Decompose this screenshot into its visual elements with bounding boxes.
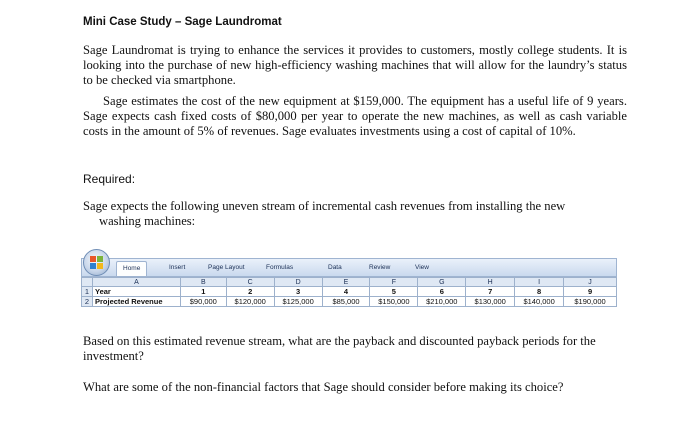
year-cell[interactable]: 4 [322,287,370,297]
year-cell[interactable]: 2 [226,287,274,297]
year-cell[interactable]: 9 [564,287,617,297]
column-header[interactable]: F [370,278,418,287]
year-cell[interactable]: 6 [418,287,466,297]
year-cell[interactable]: 3 [274,287,322,297]
excel-snippet [81,249,617,315]
column-header[interactable]: C [226,278,274,287]
column-header[interactable]: I [515,278,564,287]
column-header[interactable]: D [274,278,322,287]
year-label-cell[interactable]: Year [92,287,180,297]
question-non-financial: What are some of the non-financial factors that Sage should consider before making its choice? [83,380,564,394]
tab-insert[interactable]: Insert [169,264,186,271]
row-number[interactable]: 2 [82,297,93,307]
revenue-cell[interactable]: $120,000 [226,297,274,307]
column-header[interactable]: B [180,278,226,287]
row-number[interactable]: 1 [82,287,93,297]
year-cell[interactable]: 5 [370,287,418,297]
question-payback: Based on this estimated revenue stream, what are the payback and discounted payback periods for the investment? [83,334,596,364]
revenue-stream-line-2: washing machines: [99,214,196,229]
revenue-stream-line-1: Sage expects the following uneven stream of incremental cash revenues from installing the new [83,199,566,213]
column-header[interactable]: G [418,278,466,287]
revenue-cell[interactable]: $150,000 [370,297,418,307]
select-all-corner[interactable] [82,278,93,287]
column-header[interactable]: A [92,278,180,287]
revenue-cell[interactable]: $210,000 [418,297,466,307]
cost-paragraph-text: Sage estimates the cost of the new equipment at $159,000. The equipment has a useful life of 9 years. Sage expects cash fixed costs of $80,000 per year to operate the new machines, as well as cash variable costs in the amount of 5% of revenues. Sage evaluates investments using a cost of capital of 10%. [83,94,627,139]
revenue-cell[interactable]: $130,000 [466,297,515,307]
intro-paragraph: Sage Laundromat is trying to enhance the services it provides to customers, mostly college students. It is looking into the purchase of new high-efficiency washing machines that will allow for the laundry’s status to be checked via smartphone. [83,43,627,88]
tab-formulas[interactable]: Formulas [266,264,294,271]
revenue-stream-intro [83,199,627,229]
revenue-cell[interactable]: $90,000 [180,297,226,307]
year-cell[interactable]: 1 [180,287,226,297]
tab-view[interactable]: View [415,264,429,271]
tab-page-layout[interactable]: Page Layout [208,264,245,271]
year-cell[interactable]: 8 [515,287,564,297]
column-header[interactable]: H [466,278,515,287]
column-header[interactable]: J [564,278,617,287]
revenue-cell[interactable]: $140,000 [515,297,564,307]
cost-paragraph [83,94,627,140]
revenue-label-cell[interactable]: Projected Revenue [92,297,180,307]
office-logo-icon [90,256,104,270]
tab-review[interactable]: Review [369,264,391,271]
tab-data[interactable]: Data [328,264,342,271]
required-label: Required: [83,172,136,186]
year-cell[interactable]: 7 [466,287,515,297]
page-title: Mini Case Study – Sage Laundromat [83,16,282,28]
revenue-cell[interactable]: $125,000 [274,297,322,307]
spreadsheet-grid [81,277,617,307]
column-header[interactable]: E [322,278,370,287]
ribbon-bar [81,258,617,277]
revenue-cell[interactable]: $85,000 [322,297,370,307]
tab-home[interactable]: Home [116,261,147,276]
revenue-cell[interactable]: $190,000 [564,297,617,307]
office-button[interactable] [83,249,110,276]
